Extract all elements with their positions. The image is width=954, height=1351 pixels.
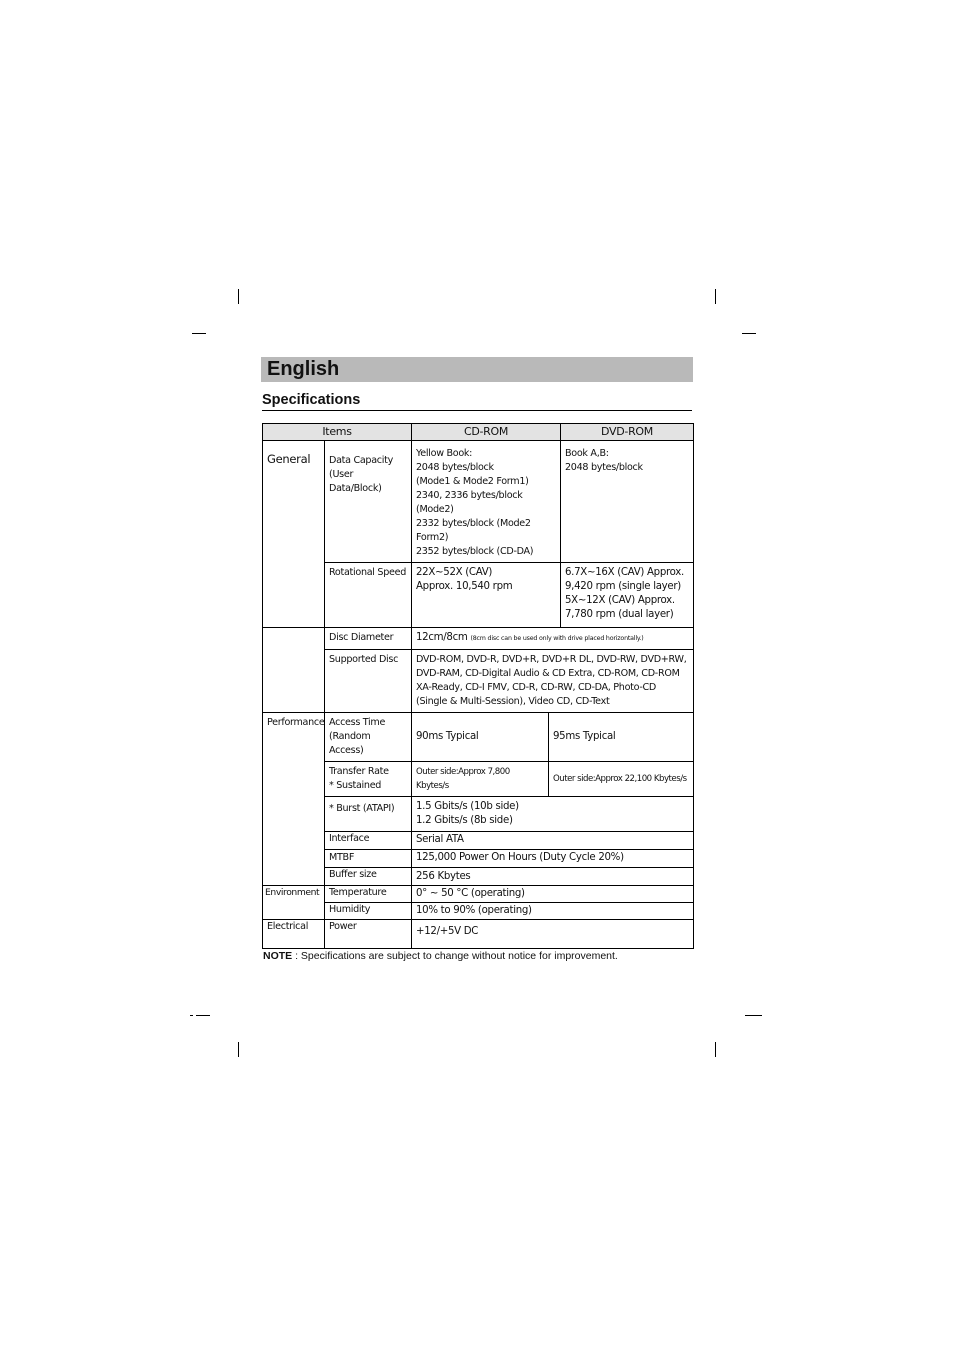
table-row [263,832,694,850]
item-buffer-size: Buffer size [325,868,412,886]
table-row [263,868,694,886]
item-burst: * Burst (ATAPI) [325,797,412,832]
footnote [263,949,618,963]
category-general-cont [263,628,325,713]
table-row [263,563,694,628]
cd-rotational-speed: 22X~52X (CAV) Approx. 10,540 rpm [412,563,561,628]
table-row [263,628,694,650]
crop-mark [196,1015,210,1016]
value-disc-diameter [412,628,694,650]
section-title: Specifications [262,392,361,408]
dvd-rotational-speed: 6.7X~16X (CAV) Approx. 9,420 rpm (single layer) 5X~12X (CAV) Approx. 7,780 rpm (dual layer) [561,563,694,628]
item-rotational-speed: Rotational Speed [325,563,412,628]
table-row [263,886,694,903]
crop-mark [745,1015,762,1016]
note-label: NOTE [263,950,293,962]
item-access-time: Access Time (Random Access) [325,713,412,762]
table-row [263,762,694,797]
category-performance: Performance [263,713,325,886]
dvd-transfer-rate: Outer side:Approx 22,100 Kbytes/s [549,762,694,797]
crop-mark [238,289,239,304]
cd-transfer-rate: Outer side:Approx 7,800 Kbytes/s [412,762,549,797]
crop-mark [715,289,716,304]
value-interface: Serial ATA [412,832,694,850]
item-supported-disc: Supported Disc [325,650,412,713]
table-header-row [263,424,694,441]
item-data-capacity: Data Capacity (User Data/Block) [325,441,412,563]
value-humidity: 10% to 90% (operating) [412,903,694,920]
disc-diameter-value: 12cm/8cm [416,632,468,643]
note-text: : Specifications are subject to change without notice for improvement. [292,950,618,962]
header-items: Items [263,424,412,441]
cd-access-time: 90ms Typical [412,713,549,762]
crop-mark [238,1042,239,1057]
dvd-data-capacity: Book A,B: 2048 bytes/block [561,441,694,563]
title-underline [262,410,692,411]
table-row [263,850,694,868]
item-humidity: Humidity [325,903,412,920]
value-buffer-size: 256 Kbytes [412,868,694,886]
table-row [263,441,694,563]
crop-mark [742,333,756,334]
value-temperature: 0° ~ 50 °C (operating) [412,886,694,903]
header-dvd-rom: DVD-ROM [561,424,694,441]
cd-data-capacity: Yellow Book: 2048 bytes/block (Mode1 & Mode2 Form1) 2340, 2336 bytes/block (Mode2) 2332 bytes/block (Mode2 Form2) 2352 bytes/block (CD-DA) [412,441,561,563]
value-mtbf: 125,000 Power On Hours (Duty Cycle 20%) [412,850,694,868]
disc-diameter-note: (8cm disc can be used only with drive placed horizontally.) [470,635,644,642]
value-burst: 1.5 Gbits/s (10b side) 1.2 Gbits/s (8b side) [412,797,694,832]
value-power: +12/+5V DC [412,920,694,949]
table-row [263,920,694,949]
crop-mark [190,1015,193,1016]
category-electrical: Electrical [263,920,325,949]
specifications-table [262,423,694,949]
table-row [263,903,694,920]
table-row [263,713,694,762]
dvd-access-time: 95ms Typical [549,713,694,762]
category-environment: Environment [263,886,325,920]
language-banner [261,357,693,382]
item-mtbf: MTBF [325,850,412,868]
value-supported-disc: DVD-ROM, DVD-R, DVD+R, DVD+R DL, DVD-RW, DVD+RW, DVD-RAM, CD-Digital Audio & CD Extra, CD-ROM, CD-ROM XA-Ready, CD-I FMV, CD-R, CD-RW, CD-DA, Photo-CD (Single & Multi-Session), Video CD, CD-Text [412,650,694,713]
crop-mark [192,333,206,334]
item-temperature: Temperature [325,886,412,903]
crop-mark [715,1042,716,1057]
item-power: Power [325,920,412,949]
item-interface: Interface [325,832,412,850]
header-cd-rom: CD-ROM [412,424,561,441]
item-transfer-rate: Transfer Rate * Sustained [325,762,412,797]
item-disc-diameter: Disc Diameter [325,628,412,650]
language-label: English [267,358,340,380]
table-row [263,797,694,832]
table-row [263,650,694,713]
category-general: General [263,441,325,628]
